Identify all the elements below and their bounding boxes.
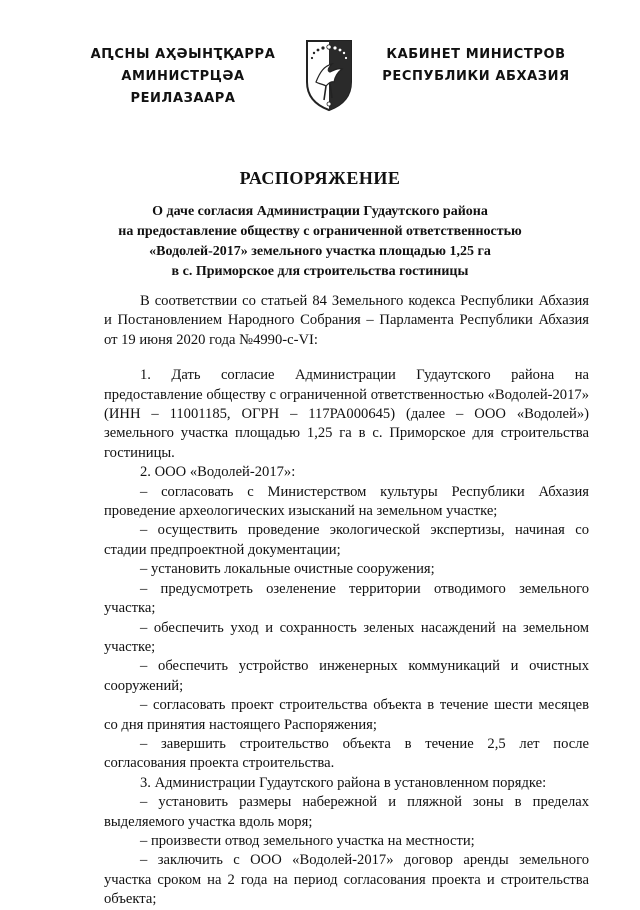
- preamble-paragraph: В соответствии со статьей 84 Земельного кодекса Республики Абхазия и Постановлением Народного Собрания – Парламента Республики Абхазия от 19 июня 2020 года №4990-с-VI:: [104, 293, 589, 348]
- header-right-russian: [366, 44, 586, 88]
- item-2-bullet: – завершить строительство объекта в течение 2,5 лет после согласования проекта строительства.: [104, 735, 589, 772]
- document-subject: [90, 202, 550, 282]
- header-left-abkhaz: [78, 44, 288, 110]
- item-2-bullet: – предусмотреть озеленение территории отводимого земельного участка;: [104, 580, 589, 617]
- subject-line: на предоставление обществу с ограниченной ответственностью: [118, 224, 522, 239]
- item-2-bullet: – обеспечить устройство инженерных коммуникаций и очистных сооружений;: [104, 658, 589, 694]
- item-2-bullet: – обеспечить уход и сохранность зеленых насаждений на земельном участке;: [104, 619, 589, 655]
- item-2-heading: 2. ООО «Водолей-2017»:: [140, 464, 296, 481]
- subject-line: «Водолей-2017» земельного участка площадью 1,25 га: [149, 244, 491, 259]
- item-2-bullet: – согласовать с Министерством культуры Республики Абхазия проведение археологических изысканий на земельном участке;: [104, 483, 589, 520]
- subject-line: в с. Приморское для строительства гостиницы: [171, 264, 469, 279]
- abkhazia-coat-of-arms-icon: [304, 38, 354, 112]
- item-2-bullet: – осуществить проведение экологической экспертизы, начиная со стадии предпроектной документации;: [104, 522, 589, 558]
- header-right-line2: РЕСПУБЛИКИ АБХАЗИЯ: [382, 69, 570, 84]
- header-left-line1: АԤСНЫ АҲӘЫНҬҚАРРА: [90, 47, 276, 62]
- subject-line: О даче согласия Администрации Гудаутского района: [152, 204, 488, 219]
- document-title: РАСПОРЯЖЕНИЕ: [239, 168, 401, 188]
- item-3-bullet: – установить размеры набережной и пляжной зоны в пределах выделяемого участка вдоль моря;: [104, 794, 589, 830]
- header-left-line2: АМИНИСТРЦӘА РЕИЛАЗААРА: [121, 69, 245, 106]
- document-body: [104, 292, 589, 910]
- item-3-heading: 3. Администрации Гудаутского района в установленном порядке:: [140, 774, 547, 791]
- item-1: 1. Дать согласие Администрации Гудаутского района на предоставление обществу с ограниченной ответственностью «Водолей-2017» (ИНН – 11001185, ОГРН – 117РА000645) (далее – ООО «Водолей») земельного участка площадью 1,25 га в с. Приморское для строительства гостиницы.: [104, 367, 589, 461]
- header-right-line1: КАБИНЕТ МИНИСТРОВ: [386, 47, 566, 62]
- item-3-bullet: – заключить с ООО «Водолей-2017» договор аренды земельного участка сроком на 2 года на период согласования проекта и строительства объекта;: [104, 852, 589, 908]
- item-3-bullet: – произвести отвод земельного участка на местности;: [140, 832, 475, 849]
- item-2-bullet: – установить локальные очистные сооружения;: [140, 561, 435, 578]
- item-2-bullet: – согласовать проект строительства объекта в течение шести месяцев со дня принятия настоящего Распоряжения;: [104, 697, 589, 733]
